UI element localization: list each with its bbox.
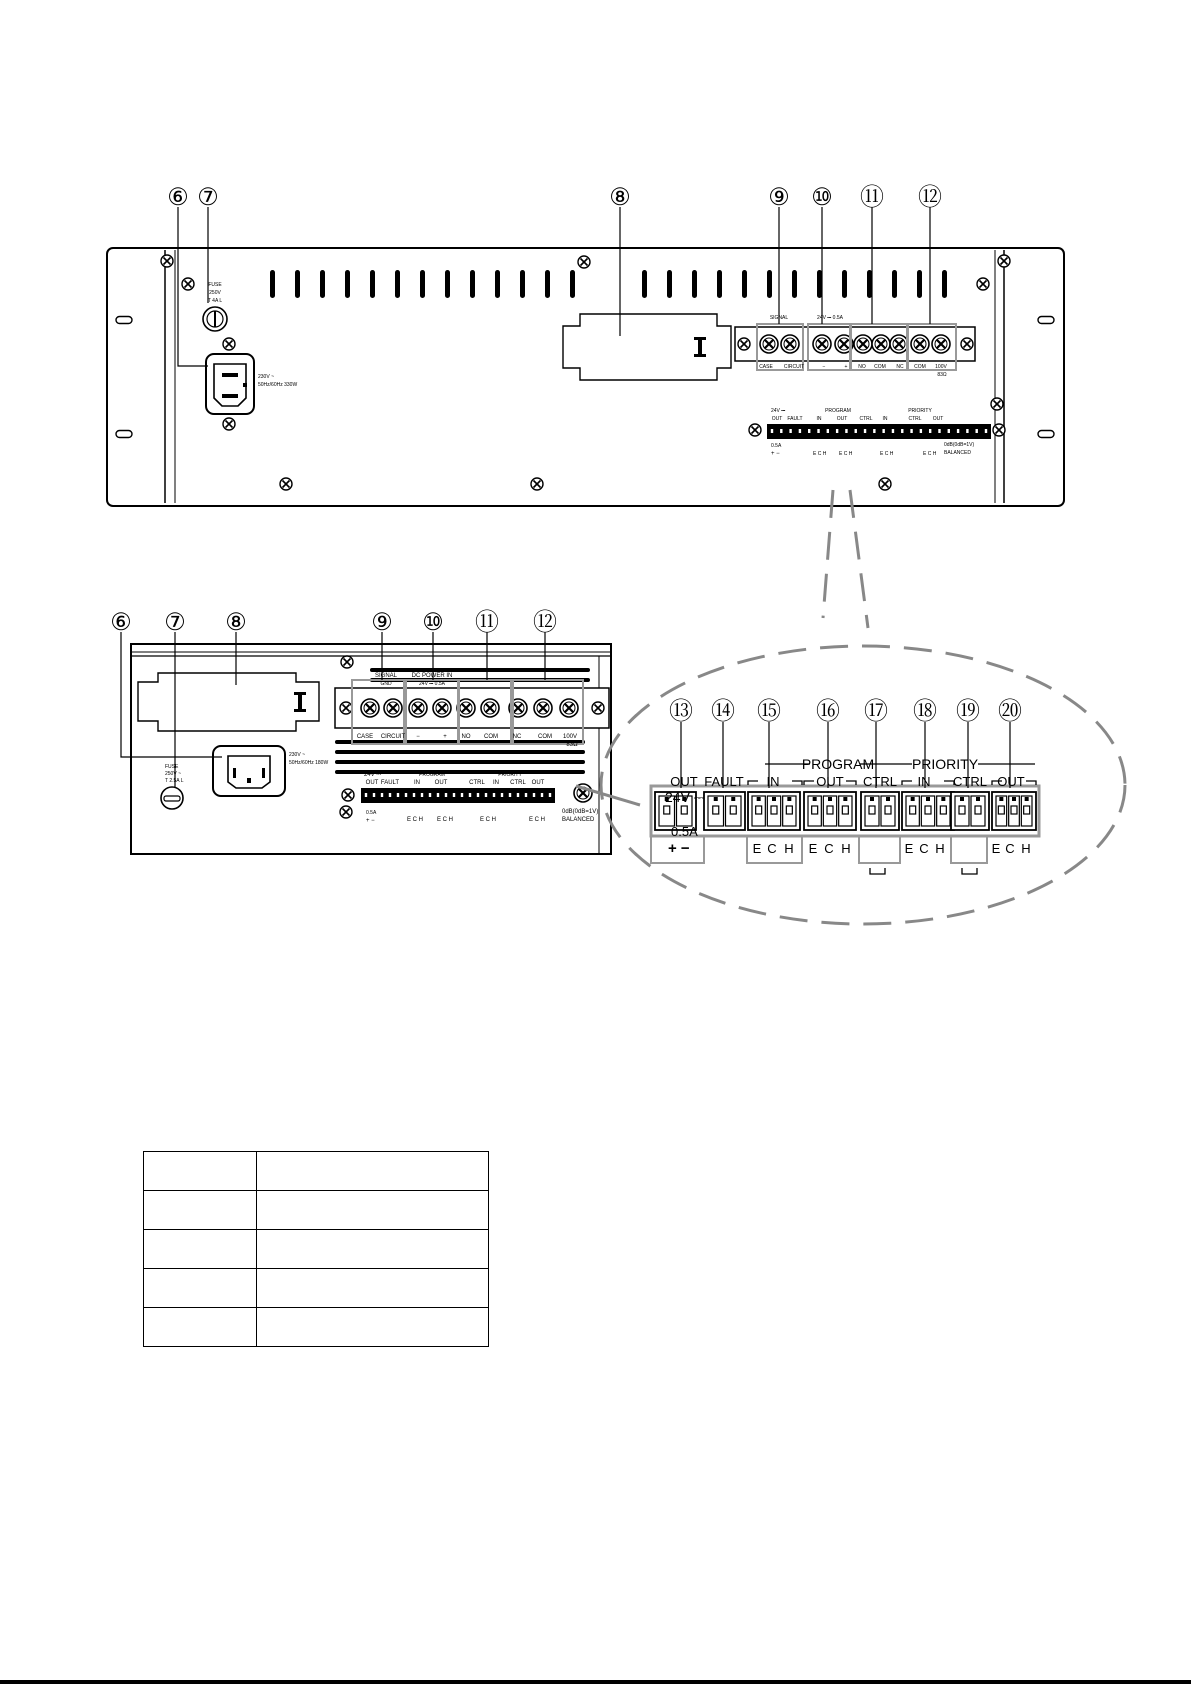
callout-number: ⑫ bbox=[533, 609, 557, 636]
table-cell bbox=[257, 1269, 489, 1308]
zoom-ech-label: H bbox=[841, 841, 851, 856]
desktop-unit-rear-panel bbox=[110, 609, 611, 854]
terminal-screw bbox=[781, 335, 799, 353]
strip-pin bbox=[523, 790, 529, 800]
strip-pin bbox=[788, 426, 794, 436]
strip-polarity: + − bbox=[771, 451, 780, 457]
callout-number: ⑥ bbox=[167, 184, 189, 211]
strip-pin bbox=[531, 790, 537, 800]
power-rating: 230V ~ bbox=[289, 752, 305, 758]
strip-pin bbox=[899, 426, 905, 436]
terminal-label: CIRCUIT bbox=[380, 734, 406, 740]
zoom-voltage: 24V ⎓ bbox=[665, 789, 705, 805]
callout-number: ⑲ bbox=[956, 698, 980, 725]
strip-current: 0.5A bbox=[366, 810, 377, 816]
option-module-cover bbox=[138, 673, 319, 731]
zoom-ech-label: E bbox=[808, 841, 818, 856]
strip-pin bbox=[515, 790, 521, 800]
zoom-ech-label: E bbox=[991, 841, 1001, 856]
callout-number: ⑫ bbox=[918, 184, 942, 211]
strip-polarity: + − bbox=[366, 818, 375, 824]
strip-pin bbox=[395, 790, 401, 800]
table-cell bbox=[144, 1152, 257, 1191]
strip-ech-4: E C H bbox=[923, 451, 937, 457]
strip-pin bbox=[363, 790, 369, 800]
strip-pin bbox=[983, 426, 989, 436]
zoom-sub-label: CTRL bbox=[953, 774, 987, 789]
strip-current: 0.5A bbox=[771, 443, 782, 449]
callout-number: ⑰ bbox=[864, 698, 888, 725]
callout-number: ⑥ bbox=[110, 609, 132, 636]
callout-number: ⑦ bbox=[197, 184, 219, 211]
callout-number: ⑱ bbox=[913, 698, 937, 725]
power-rating-freq: 50Hz/60Hz 330W bbox=[258, 382, 298, 388]
strip-pin bbox=[499, 790, 505, 800]
zoom-program-header: PROGRAM bbox=[801, 756, 875, 772]
table-row bbox=[144, 1269, 489, 1308]
fuse-rating: T 4A L bbox=[207, 298, 223, 304]
strip-pin bbox=[443, 790, 449, 800]
zoom-sub-label: IN bbox=[917, 774, 931, 789]
strip-sub-label: OUT bbox=[771, 416, 783, 422]
dc-rating-label: 24V ⎓ 0.5A bbox=[419, 681, 445, 687]
terminal-label: − bbox=[416, 734, 420, 740]
power-rating: 230V ~ bbox=[258, 374, 274, 380]
strip-pin bbox=[936, 426, 942, 436]
strip-ech-2: E C H bbox=[437, 817, 454, 823]
table-cell bbox=[257, 1308, 489, 1347]
table-row bbox=[144, 1308, 489, 1347]
zoom-ech-label: H bbox=[784, 841, 794, 856]
terminal-label: NO bbox=[858, 364, 866, 370]
impedance-label: 83Ω bbox=[937, 372, 947, 378]
strip-pin bbox=[411, 790, 417, 800]
strip-sub-label: FAULT bbox=[380, 780, 400, 786]
strip-pin bbox=[797, 426, 803, 436]
strip-sub-label: IN bbox=[414, 780, 420, 786]
zoom-ech-label: C bbox=[919, 841, 929, 856]
strip-voltage: 24V ⎓ bbox=[771, 408, 786, 414]
strip-sub-label: FAULT bbox=[787, 416, 803, 422]
strip-sub-label: OUT bbox=[434, 780, 448, 786]
callout-number: ⑬ bbox=[669, 698, 693, 725]
strip-pin bbox=[507, 790, 513, 800]
terminal-label: COM bbox=[874, 364, 886, 370]
strip-sub-label: OUT bbox=[531, 780, 545, 786]
zoom-polarity: + − bbox=[668, 840, 690, 857]
terminal-screw bbox=[361, 699, 379, 717]
strip-pin bbox=[871, 426, 877, 436]
strip-program: PROGRAM bbox=[825, 408, 851, 414]
zoom-sub-label: FAULT bbox=[704, 774, 744, 789]
signal-label: SIGNAL bbox=[374, 673, 398, 679]
strip-sub-label: IN bbox=[882, 416, 888, 422]
terminal-screw bbox=[854, 335, 872, 353]
zoom-sub-label: OUT bbox=[816, 774, 844, 789]
terminal-label: + bbox=[844, 364, 848, 370]
strip-pin bbox=[387, 790, 393, 800]
zoom-sub-label: OUT bbox=[670, 774, 698, 789]
callout-number: ⑨ bbox=[371, 609, 393, 636]
terminal-label: NC bbox=[896, 364, 904, 370]
strip-ech-4: E C H bbox=[529, 817, 546, 823]
terminal-screw bbox=[433, 699, 451, 717]
terminal-label: + bbox=[443, 734, 447, 740]
strip-sub-label: CTRL bbox=[469, 780, 485, 786]
terminal-screw bbox=[534, 699, 552, 717]
terminal-screw bbox=[890, 335, 908, 353]
terminal-screw bbox=[911, 335, 929, 353]
impedance-label: 83Ω bbox=[566, 742, 578, 748]
callout-number: ⑧ bbox=[225, 609, 247, 636]
table-cell bbox=[257, 1191, 489, 1230]
strip-pin bbox=[435, 790, 441, 800]
terminal-screw bbox=[409, 699, 427, 717]
zoom-sub-label: OUT bbox=[997, 774, 1025, 789]
strip-pin bbox=[927, 426, 933, 436]
signal-label: SIGNAL bbox=[769, 315, 789, 321]
callout-number: ⑮ bbox=[757, 698, 781, 725]
balanced-label: BALANCED bbox=[944, 450, 971, 456]
fuse-label: FUSE bbox=[165, 764, 179, 770]
zoom-ech-label: C bbox=[824, 841, 834, 856]
strip-pin bbox=[955, 426, 961, 436]
zoom-sub-label: IN bbox=[766, 774, 780, 789]
strip-pin bbox=[862, 426, 868, 436]
terminal-label: NO bbox=[461, 734, 471, 740]
callout-number: ⑧ bbox=[609, 184, 631, 211]
callout-number: ⑦ bbox=[164, 609, 186, 636]
table-cell bbox=[144, 1308, 257, 1347]
strip-sub-label: OUT bbox=[932, 416, 944, 422]
callout-number: ⑪ bbox=[475, 609, 499, 636]
callout-number: ⑳ bbox=[998, 698, 1022, 725]
zoom-priority-header: PRIORITY bbox=[911, 756, 979, 772]
strip-pin bbox=[467, 790, 473, 800]
callout-number: ⑪ bbox=[860, 184, 884, 211]
strip-pin bbox=[769, 426, 775, 436]
table-cell bbox=[144, 1269, 257, 1308]
terminal-screw bbox=[384, 699, 402, 717]
zoom-ech-label: C bbox=[767, 841, 777, 856]
strip-pin bbox=[909, 426, 915, 436]
zoom-ech-label: H bbox=[935, 841, 945, 856]
zoom-ech-label: E bbox=[904, 841, 914, 856]
callout-number: ⑭ bbox=[711, 698, 735, 725]
fuse-voltage: 250V bbox=[209, 290, 221, 296]
strip-pin bbox=[825, 426, 831, 436]
rack-unit-rear-panel bbox=[107, 184, 1064, 506]
gnd-label: GND bbox=[380, 681, 392, 687]
terminal-screw bbox=[813, 335, 831, 353]
strip-pin bbox=[403, 790, 409, 800]
option-module-cover bbox=[563, 314, 731, 380]
strip-pin bbox=[974, 426, 980, 436]
strip-sub-label: IN bbox=[493, 780, 499, 786]
terminal-label: CIRCUIT bbox=[783, 364, 805, 370]
terminal-screw bbox=[872, 335, 890, 353]
callout-number: ⑯ bbox=[816, 698, 840, 725]
terminal-label: COM bbox=[538, 734, 552, 740]
strip-sub-label: IN bbox=[816, 416, 822, 422]
strip-sub-label: CTRL bbox=[908, 416, 922, 422]
terminal-label: − bbox=[822, 364, 826, 370]
power-rating-freq: 50Hz/60Hz 180W bbox=[289, 760, 329, 766]
strip-pin bbox=[475, 790, 481, 800]
callout-number: ⑩ bbox=[811, 184, 833, 211]
fuse-voltage: 250V ~ bbox=[165, 771, 181, 777]
strip-pin bbox=[778, 426, 784, 436]
balanced-level: 0dB(0dB=1V) bbox=[562, 809, 599, 815]
strip-ech-1: E C H bbox=[813, 451, 827, 457]
spec-table bbox=[143, 1151, 489, 1347]
terminal-label: CASE bbox=[759, 364, 773, 370]
dc-label: 24V ⎓ 0.5A bbox=[817, 315, 843, 321]
strip-pin bbox=[459, 790, 465, 800]
balanced-label: BALANCED bbox=[562, 817, 595, 823]
terminal-zoom-detail bbox=[576, 490, 1125, 924]
strip-pin bbox=[853, 426, 859, 436]
strip-pin bbox=[843, 426, 849, 436]
terminal-label: COM bbox=[484, 734, 498, 740]
terminal-label: NC bbox=[512, 734, 522, 740]
table-row bbox=[144, 1152, 489, 1191]
strip-pin bbox=[816, 426, 822, 436]
strip-pin bbox=[371, 790, 377, 800]
strip-ech-3: E C H bbox=[880, 451, 894, 457]
page-bottom-rule bbox=[0, 1680, 1191, 1684]
terminal-screw bbox=[932, 335, 950, 353]
callout-number: ⑩ bbox=[422, 609, 444, 636]
strip-sub-label: OUT bbox=[836, 416, 848, 422]
strip-pin bbox=[379, 790, 385, 800]
balanced-level: 0dB(0dB=1V) bbox=[944, 442, 975, 448]
terminal-screw bbox=[760, 335, 778, 353]
strip-pin bbox=[806, 426, 812, 436]
strip-priority: PRIORITY bbox=[908, 408, 932, 414]
table-row bbox=[144, 1191, 489, 1230]
terminal-label: 100V bbox=[935, 364, 947, 370]
strip-pin bbox=[881, 426, 887, 436]
strip-pin bbox=[483, 790, 489, 800]
strip-ech-1: E C H bbox=[407, 817, 424, 823]
table-cell bbox=[257, 1230, 489, 1269]
zoom-ech-label: H bbox=[1021, 841, 1031, 856]
table-cell bbox=[257, 1152, 489, 1191]
strip-pin bbox=[539, 790, 545, 800]
terminal-screw bbox=[481, 699, 499, 717]
strip-pin bbox=[834, 426, 840, 436]
strip-sub-label: OUT bbox=[365, 780, 379, 786]
strip-priority: PRIORITY bbox=[498, 772, 522, 778]
fuse-rating: T 2.5A L bbox=[165, 778, 184, 784]
zoom-ech-label: E bbox=[752, 841, 762, 856]
strip-ech-3: E C H bbox=[480, 817, 497, 823]
terminal-label: COM bbox=[914, 364, 926, 370]
strip-pin bbox=[451, 790, 457, 800]
terminal-screw bbox=[560, 699, 578, 717]
terminal-label: 100V bbox=[562, 734, 578, 740]
fuse-label: FUSE bbox=[208, 282, 222, 288]
strip-pin bbox=[427, 790, 433, 800]
zoom-ech-label: C bbox=[1005, 841, 1015, 856]
table-cell bbox=[144, 1191, 257, 1230]
strip-program: PROGRAM bbox=[419, 772, 445, 778]
table-row bbox=[144, 1230, 489, 1269]
strip-pin bbox=[964, 426, 970, 436]
strip-sub-label: CTRL bbox=[510, 780, 526, 786]
zoom-current: 0.5A bbox=[671, 824, 698, 839]
zoom-sub-label: CTRL bbox=[863, 774, 897, 789]
strip-pin bbox=[890, 426, 896, 436]
strip-pin bbox=[946, 426, 952, 436]
strip-sub-label: CTRL bbox=[859, 416, 873, 422]
strip-pin bbox=[547, 790, 553, 800]
strip-voltage: 24V ⎓ bbox=[364, 772, 382, 778]
strip-pin bbox=[918, 426, 924, 436]
strip-pin bbox=[419, 790, 425, 800]
dc-power-in-label: DC POWER IN bbox=[411, 673, 453, 679]
strip-ech-2: E C H bbox=[839, 451, 853, 457]
table-cell bbox=[144, 1230, 257, 1269]
terminal-label: CASE bbox=[356, 734, 374, 740]
strip-pin bbox=[491, 790, 497, 800]
callout-number: ⑨ bbox=[768, 184, 790, 211]
